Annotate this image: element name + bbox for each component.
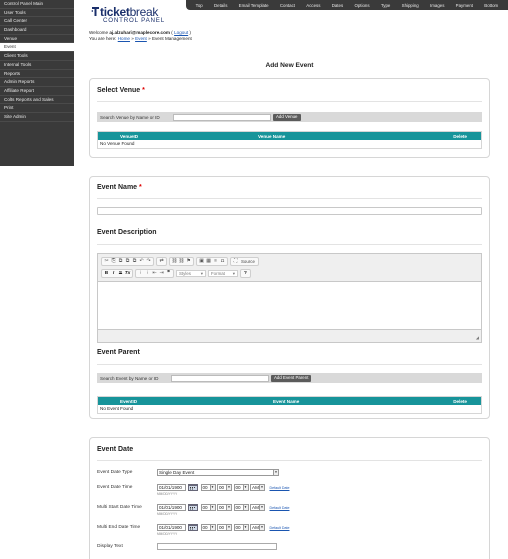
sidebar-item-venue[interactable]: Venue — [0, 35, 74, 44]
sidebar-item-user-tools[interactable]: User Tools — [0, 9, 74, 18]
maximize-icon[interactable]: ⛶ — [233, 258, 238, 264]
event-date-time-label: Event Date Time — [97, 485, 133, 490]
event-name-title: Event Name * — [97, 184, 142, 191]
calendar-icon[interactable] — [188, 524, 198, 531]
venue-search-label: Search Venue by Name or ID — [100, 114, 160, 120]
styles-dropdown[interactable] — [176, 270, 206, 277]
logout-open: ( — [170, 30, 175, 35]
event-search-label: Search Event by Name or ID — [100, 375, 159, 381]
event-table-empty: No Event Found — [100, 406, 134, 411]
top-nav-top[interactable]: Top — [195, 2, 203, 8]
ampm-select[interactable] — [250, 524, 265, 531]
calendar-icon[interactable] — [188, 484, 198, 491]
top-nav-dates[interactable]: Dates — [331, 2, 344, 8]
col-venueid: VenueID — [120, 133, 139, 139]
italic-icon[interactable]: I — [112, 270, 115, 276]
second-select[interactable] — [234, 504, 249, 511]
divider — [97, 460, 482, 461]
table-icon[interactable]: ▦ — [206, 258, 211, 264]
venue-table — [97, 131, 482, 149]
venue-table-header — [98, 132, 481, 140]
sidebar-item-affiliate-report[interactable]: Affiliate Report — [0, 87, 74, 96]
welcome-prefix: Welcome — [89, 30, 110, 35]
top-nav-access[interactable]: Access — [306, 2, 321, 8]
hour-value: 00 — [202, 505, 208, 510]
default-date-link[interactable]: Default Date — [269, 485, 290, 490]
event-parent-search-bar — [97, 373, 482, 383]
col-event-name: Event Name — [273, 398, 300, 404]
source-button[interactable]: Source — [241, 258, 255, 264]
minute-value: 00 — [219, 485, 225, 490]
welcome-block — [89, 30, 192, 42]
page-title: Add New Event — [265, 62, 314, 69]
sidebar-item-client-tools[interactable]: Client Tools — [0, 52, 74, 61]
breadcrumb-sep: » — [146, 36, 152, 41]
select-venue-panel — [89, 78, 490, 158]
add-event-parent-button[interactable]: Add Event Parent — [271, 375, 311, 382]
chevron-down-icon: ▼ — [227, 485, 231, 489]
chevron-down-icon: ▼ — [244, 485, 247, 489]
editor-footer — [98, 329, 481, 342]
help-group — [240, 269, 251, 278]
unlink-icon[interactable]: ⛓ — [178, 258, 185, 264]
event-table-header — [98, 397, 481, 405]
venue-search-input[interactable] — [173, 114, 271, 121]
chevron-down-icon: ▼ — [260, 485, 264, 489]
bulleted-list-icon[interactable]: ⁝ — [146, 270, 149, 276]
logout-link[interactable]: Logout — [174, 30, 189, 35]
event-date-type-label: Event Date Type — [97, 470, 133, 475]
event-date-panel — [89, 437, 490, 559]
col-delete: Delete — [453, 133, 467, 139]
display-text-input[interactable] — [157, 543, 277, 550]
top-nav-type[interactable]: Type — [380, 2, 391, 8]
divider — [97, 101, 482, 102]
date-format-hint: MM/DD/YYYY — [157, 532, 178, 536]
link-group — [169, 257, 194, 266]
insert-group — [196, 257, 228, 266]
sidebar-item-site-admin[interactable]: Site Admin — [0, 113, 74, 122]
chevron-down-icon: ▼ — [260, 505, 264, 509]
breadcrumb-current: Event Management — [151, 36, 192, 41]
chevron-down-icon: ▼ — [211, 525, 214, 529]
divider — [97, 244, 482, 245]
chevron-down-icon: ▼ — [227, 525, 231, 529]
top-nav-payment[interactable]: Payment — [455, 2, 473, 8]
editor-toolbar — [98, 254, 481, 282]
event-date-type-select[interactable] — [157, 469, 279, 476]
top-nav-contact[interactable]: Contact — [279, 2, 295, 8]
outdent-icon[interactable]: ⇤ — [152, 270, 157, 276]
top-nav-images[interactable]: Images — [430, 2, 445, 8]
event-date-type-value: Single Day Event — [159, 470, 195, 475]
bold-icon[interactable]: B — [104, 270, 109, 276]
col-venue-name: Venue Name — [258, 133, 286, 139]
event-name-input[interactable] — [97, 207, 482, 215]
multi-end-date-row — [97, 523, 289, 532]
event-parent-search-input[interactable] — [171, 375, 269, 382]
toolbar-row-2 — [101, 269, 253, 278]
chevron-down-icon: ▼ — [260, 525, 264, 529]
editor-content-area[interactable] — [98, 282, 481, 333]
ampm-value: AM — [252, 485, 259, 490]
format-label: Format — [211, 271, 225, 276]
venue-search-bar — [97, 112, 482, 122]
basic-styles-group — [101, 269, 133, 278]
anchor-icon[interactable]: ⚑ — [186, 258, 191, 264]
multi-start-date-input[interactable]: 01/01/1900 — [157, 504, 186, 511]
required-marker: * — [142, 87, 145, 94]
toolbar-row-1 — [101, 257, 261, 266]
top-nav-options[interactable]: Options — [354, 2, 370, 8]
minute-select[interactable] — [217, 484, 232, 491]
second-select[interactable] — [234, 484, 249, 491]
event-date-title: Event Date — [97, 446, 134, 453]
logo-subtitle: CONTROL PANEL — [103, 17, 165, 24]
resize-grip-icon[interactable]: ◢ — [475, 335, 479, 340]
event-details-panel — [89, 176, 490, 419]
hour-select[interactable] — [201, 524, 216, 531]
rich-text-editor — [97, 253, 482, 343]
top-nav-email-template[interactable]: Email Template — [238, 2, 269, 8]
event-description-title: Event Description — [97, 229, 157, 236]
display-text-row — [97, 542, 277, 551]
event-parent-title: Event Parent — [97, 349, 140, 356]
add-venue-button[interactable]: Add Venue — [273, 114, 301, 121]
second-value: 00 — [235, 505, 241, 510]
multi-end-date-label: Multi End Date Time — [97, 525, 141, 530]
minute-select[interactable] — [217, 504, 232, 511]
copy-icon[interactable]: ⎘ — [111, 258, 116, 264]
chevron-down-icon: ▼ — [244, 505, 247, 509]
event-date-input[interactable]: 01/01/1900 — [157, 484, 186, 491]
logout-close: ) — [188, 30, 191, 35]
ampm-value: AM — [252, 505, 259, 510]
paste-word-icon[interactable]: ⧉ — [132, 258, 137, 264]
sidebar-item-colts-reports[interactable]: Colts Reports and Sales — [0, 96, 74, 105]
sidebar-item-call-center[interactable]: Call Center — [0, 17, 74, 26]
spellcheck-icon[interactable]: ⇄ — [159, 258, 164, 264]
redo-icon[interactable]: ↷ — [146, 258, 151, 264]
help-icon[interactable]: ? — [244, 270, 247, 276]
required-marker: * — [139, 184, 142, 191]
date-format-hint: MM/DD/YYYY — [157, 512, 178, 516]
link-icon[interactable]: ⛓ — [171, 258, 178, 264]
minute-value: 00 — [219, 525, 225, 530]
list-group — [135, 269, 174, 278]
breadcrumb-home[interactable]: Home — [117, 36, 130, 41]
blockquote-icon[interactable]: ❞ — [167, 270, 170, 276]
image-icon[interactable]: ▣ — [199, 258, 204, 264]
chevron-down-icon: ▾ — [232, 271, 235, 276]
hour-select[interactable] — [201, 484, 216, 491]
horizontal-rule-icon[interactable]: ≡ — [214, 258, 217, 264]
top-nav-bottom[interactable]: Bottom — [484, 2, 499, 8]
view-group — [230, 257, 259, 266]
breadcrumb — [89, 36, 192, 42]
sidebar-item-print[interactable]: Print — [0, 104, 74, 113]
second-select[interactable] — [234, 524, 249, 531]
event-date-type-row — [97, 468, 281, 477]
divider — [97, 364, 482, 365]
divider — [97, 198, 482, 199]
venue-table-empty: No Venue Found — [100, 141, 135, 146]
date-format-hint: MM/DD/YYYY — [157, 492, 178, 496]
chevron-down-icon: ▼ — [274, 470, 278, 474]
sidebar-item-event[interactable]: Event — [0, 43, 74, 52]
spellcheck-group — [156, 257, 167, 266]
ampm-value: AM — [252, 525, 259, 530]
top-nav-shipping[interactable]: Shipping — [401, 2, 419, 8]
clipboard-group — [101, 257, 154, 266]
select-venue-title: Select Venue * — [97, 87, 145, 94]
numbered-list-icon[interactable]: ⁝ — [139, 270, 142, 276]
undo-icon[interactable]: ↶ — [139, 258, 144, 264]
chevron-down-icon: ▾ — [200, 271, 203, 276]
col-delete: Delete — [453, 398, 467, 404]
sidebar-item-admin-reports[interactable]: Admin Reports — [0, 78, 74, 87]
sidebar-item-internal-tools[interactable]: Internal Tools — [0, 61, 74, 70]
minute-select[interactable] — [217, 524, 232, 531]
indent-icon[interactable]: ⇥ — [159, 270, 164, 276]
ticketbreak-logo[interactable] — [91, 5, 171, 25]
hour-value: 00 — [202, 525, 208, 530]
remove-format-icon[interactable]: Tx — [124, 270, 131, 276]
special-char-icon[interactable]: Ω — [220, 258, 225, 264]
col-eventid: EventID — [120, 398, 138, 404]
top-nav — [186, 0, 508, 10]
second-value: 00 — [235, 525, 241, 530]
second-value: 00 — [235, 485, 241, 490]
top-nav-details[interactable]: Details — [213, 2, 228, 8]
chevron-down-icon: ▼ — [211, 485, 214, 489]
cut-icon[interactable]: ✂ — [104, 258, 109, 264]
sidebar-item-dashboard[interactable]: Dashboard — [0, 26, 74, 35]
user-email: aj.alzuhari@maplecore.com — [109, 30, 170, 35]
hour-select[interactable] — [201, 504, 216, 511]
hour-value: 00 — [202, 485, 208, 490]
styles-label: Styles — [179, 271, 191, 276]
event-parent-table — [97, 396, 482, 414]
chevron-down-icon: ▼ — [227, 505, 231, 509]
display-text-label: Display Text — [97, 544, 123, 549]
ampm-select[interactable] — [250, 504, 265, 511]
paste-text-icon[interactable]: ⧉ — [125, 258, 130, 264]
minute-value: 00 — [219, 505, 225, 510]
breadcrumb-sep: » — [129, 36, 136, 41]
logo-wordmark: ticketbreak — [100, 5, 159, 19]
format-dropdown[interactable] — [208, 270, 238, 277]
multi-end-date-input[interactable]: 01/01/1900 — [157, 524, 186, 531]
event-date-time-row — [97, 483, 289, 492]
ampm-select[interactable] — [250, 484, 265, 491]
chevron-down-icon: ▼ — [244, 525, 247, 529]
multi-start-date-label: Multi Start Date Time — [97, 505, 142, 510]
calendar-icon[interactable] — [188, 504, 198, 511]
breadcrumb-event[interactable]: Event — [135, 36, 147, 41]
sidebar-item-control-panel-main[interactable]: Control Panel Main — [0, 0, 74, 9]
multi-start-date-row — [97, 503, 289, 512]
chevron-down-icon: ▼ — [211, 505, 214, 509]
sidebar — [0, 0, 74, 166]
paste-icon[interactable]: ⧉ — [118, 258, 123, 264]
logo-mark-icon — [91, 6, 100, 17]
breadcrumb-prefix: You are here: — [89, 36, 118, 41]
strike-icon[interactable]: S — [118, 270, 123, 276]
sidebar-item-reports[interactable]: Reports — [0, 70, 74, 79]
default-date-link[interactable]: Default Date — [269, 505, 290, 510]
default-date-link[interactable]: Default Date — [269, 525, 290, 530]
